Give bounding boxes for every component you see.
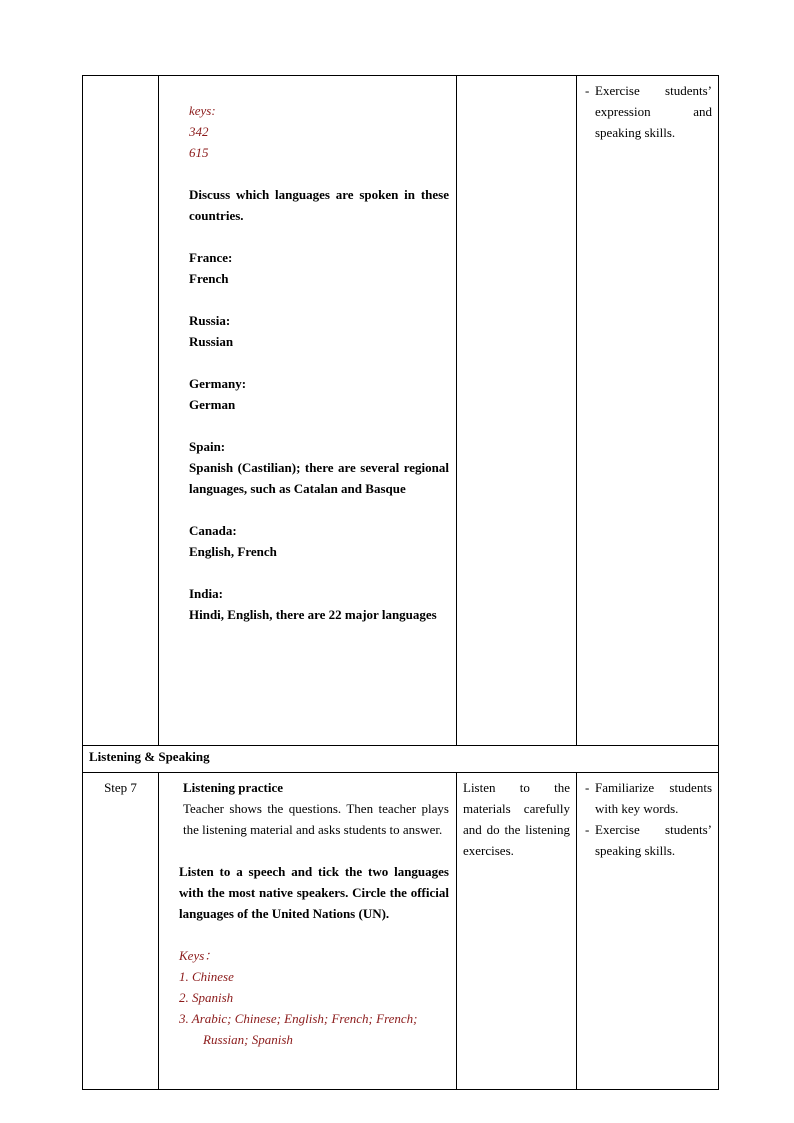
step-cell [83,76,159,746]
listening-task: Listen to a speech and tick the two languages with the most native speakers. Circle the official languages of the United Nations (UN). [179,864,449,921]
keys-line: 342 [189,124,209,139]
country-name: France: [189,250,233,265]
table-row [83,773,719,1090]
keys-line: 615 [189,145,209,160]
lesson-plan-table [82,75,719,1090]
country-name: India: [189,586,223,601]
keys-line: 3. Arabic; Chinese; English; French; French; [179,1011,418,1026]
table-row [83,76,719,746]
purpose-item: - Exercise students’ expression and speaking skills. [585,83,712,140]
section-title: Listening & Speaking [83,746,719,773]
student-activity-cell: Listen to the materials carefully and do the listening exercises. [457,773,577,1090]
country-languages: English, French [189,544,277,559]
country-languages: French [189,271,229,286]
country-name: Spain: [189,439,226,454]
keys-line: 1. Chinese [179,969,234,984]
teacher-activity-cell [159,773,457,1090]
country-name: Germany: [189,376,247,391]
student-activity-cell [457,76,577,746]
step-label: Step 7 [83,773,159,1090]
keys-label: keys: [189,103,216,118]
keys-line: Russian; Spanish [203,1032,293,1047]
purpose-cell [577,773,719,1090]
country-name: Canada: [189,523,237,538]
keys-label: Keys： [179,948,218,963]
country-languages: Spanish (Castilian); there are several regional languages, such as Catalan and Basque [189,460,449,496]
country-languages: Hindi, English, there are 22 major languages [189,607,437,622]
discuss-prompt: Discuss which languages are spoken in these countries. [189,187,449,223]
section-row [83,746,719,773]
teacher-activity-cell [159,76,457,746]
purpose-cell [577,76,719,746]
activity-heading: Listening practice [183,780,284,795]
country-languages: Russian [189,334,234,349]
purpose-item: - Exercise students’ speaking skills. [585,822,712,858]
purpose-item: - Familiarize students with key words. [585,780,712,816]
activity-instruction: Teacher shows the questions. Then teacher plays the listening material and asks students to answer. [183,801,449,837]
keys-line: 2. Spanish [179,990,234,1005]
country-languages: German [189,397,236,412]
country-name: Russia: [189,313,231,328]
